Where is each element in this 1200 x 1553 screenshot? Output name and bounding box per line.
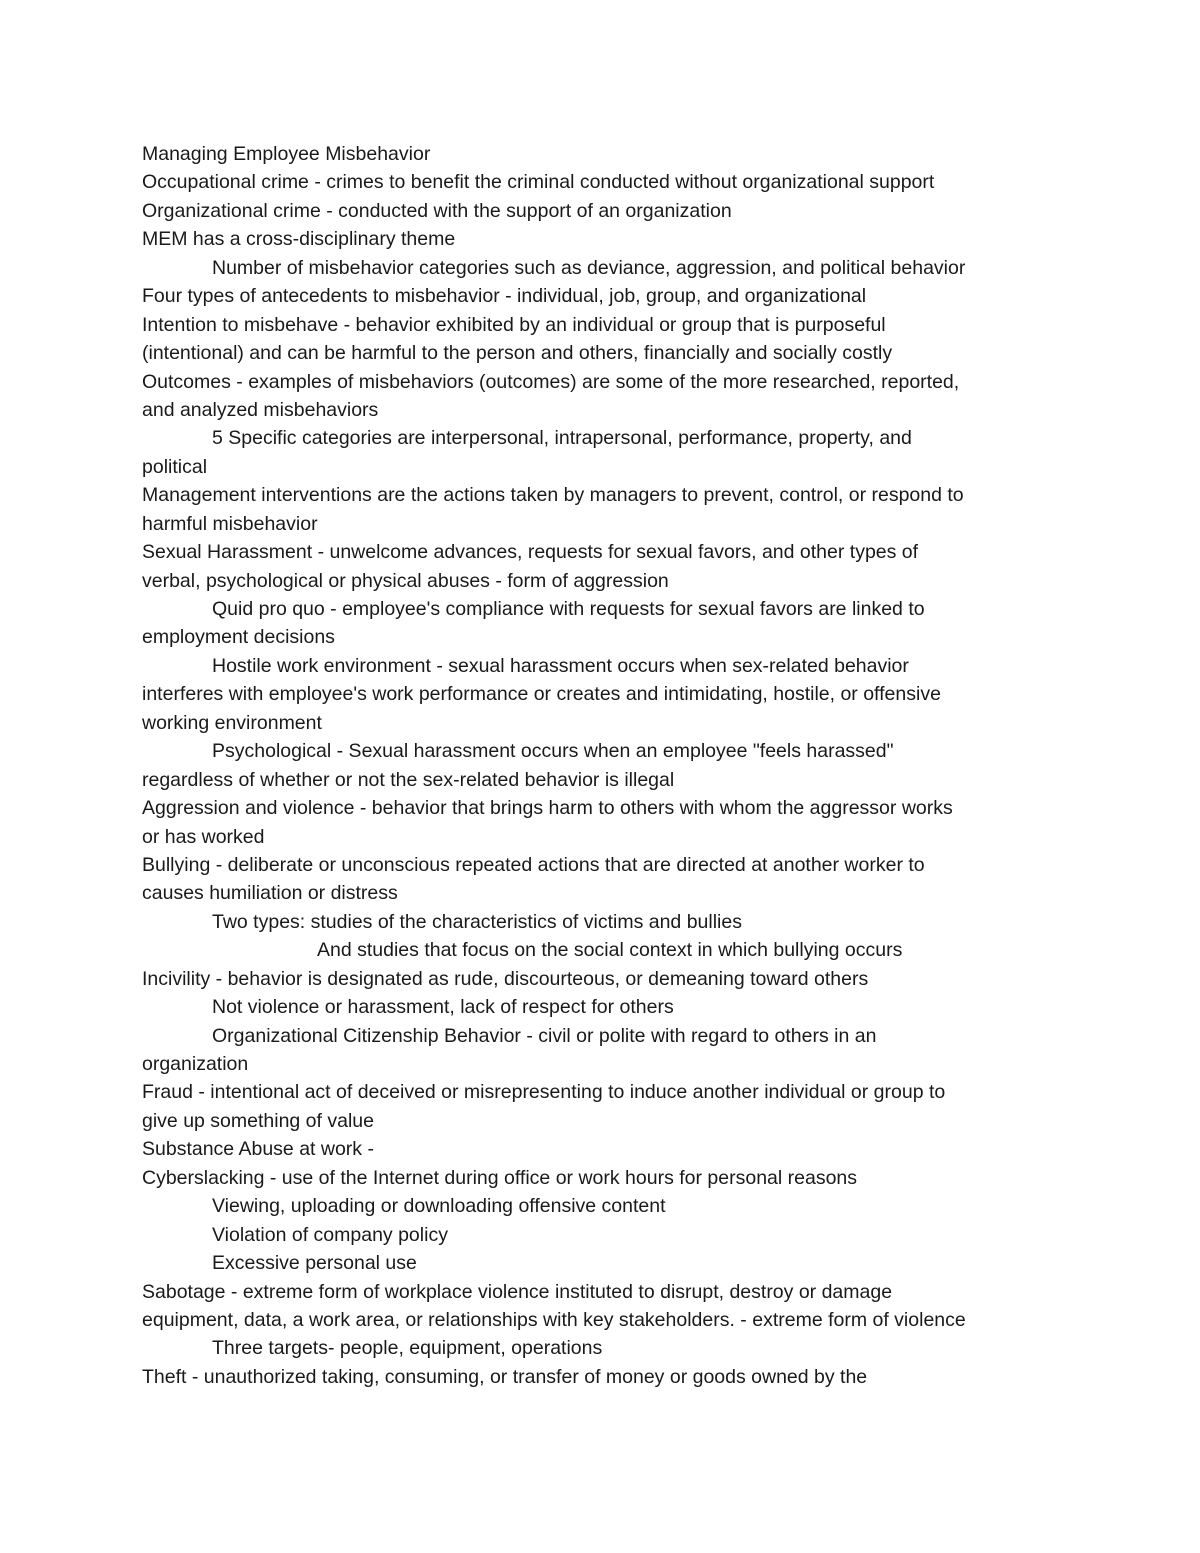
- text-line: political: [142, 455, 208, 478]
- text-line-indented: Excessive personal use: [212, 1252, 417, 1275]
- text-line: causes humiliation or distress: [142, 882, 398, 905]
- text-line-indented: Violation of company policy: [212, 1223, 448, 1246]
- text-line: Organizational crime - conducted with the support of an organization: [142, 199, 732, 222]
- text-line: Outcomes - examples of misbehaviors (outcomes) are some of the more researched, reported,: [142, 370, 960, 393]
- text-line: Incivility - behavior is designated as rude, discourteous, or demeaning toward others: [142, 967, 869, 990]
- text-line: give up something of value: [142, 1109, 374, 1132]
- text-line: MEM has a cross-disciplinary theme: [142, 228, 456, 251]
- text-line: Occupational crime - crimes to benefit the criminal conducted without organizational support: [142, 171, 935, 194]
- text-line-indented: Three targets- people, equipment, operations: [212, 1337, 603, 1360]
- text-line-indented: Viewing, uploading or downloading offensive content: [212, 1195, 666, 1218]
- text-line: Fraud - intentional act of deceived or misrepresenting to induce another individual or group to: [142, 1081, 946, 1104]
- text-line-indented: Quid pro quo - employee's compliance with requests for sexual favors are linked to: [212, 598, 925, 620]
- text-line-indented: Two types: studies of the characteristics of victims and bullies: [212, 910, 742, 933]
- document-title: Managing Employee Misbehavior: [142, 143, 431, 165]
- text-line: interferes with employee's work performance or creates and intimidating, hostile, or offensive: [142, 683, 941, 706]
- text-line: Cyberslacking - use of the Internet during office or work hours for personal reasons: [142, 1166, 858, 1189]
- document-body: [142, 140, 1062, 1391]
- text-line: regardless of whether or not the sex-related behavior is illegal: [142, 768, 675, 791]
- text-line-indented: 5 Specific categories are interpersonal, intrapersonal, performance, property, and: [212, 427, 912, 450]
- text-line: (intentional) and can be harmful to the person and others, financially and socially costly: [142, 342, 893, 365]
- text-line-indented: Psychological - Sexual harassment occurs when an employee "feels harassed": [212, 740, 894, 763]
- text-line: or has worked: [142, 825, 265, 848]
- text-line: Management interventions are the actions taken by managers to prevent, control, or respond to: [142, 484, 964, 507]
- text-line: Substance Abuse at work -: [142, 1138, 374, 1161]
- text-line-indented: Not violence or harassment, lack of respect for others: [212, 996, 674, 1019]
- text-line: Sabotage - extreme form of workplace violence instituted to disrupt, destroy or damage: [142, 1280, 893, 1303]
- text-line: Intention to misbehave - behavior exhibited by an individual or group that is purposeful: [142, 313, 886, 336]
- text-line: harmful misbehavior: [142, 512, 318, 535]
- text-line: equipment, data, a work area, or relationships with key stakeholders. - extreme form of violence: [142, 1308, 966, 1331]
- text-line: verbal, psychological or physical abuses - form of aggression: [142, 569, 669, 592]
- text-line: organization: [142, 1053, 249, 1075]
- text-line: Bullying - deliberate or unconscious repeated actions that are directed at another worker to: [142, 853, 925, 876]
- text-line: working environment: [142, 711, 322, 734]
- text-line: Theft - unauthorized taking, consuming, or transfer of money or goods owned by the: [142, 1365, 868, 1388]
- text-line: employment decisions: [142, 626, 335, 649]
- text-line: and analyzed misbehaviors: [142, 398, 379, 421]
- text-line-double-indented: And studies that focus on the social context in which bullying occurs: [317, 939, 903, 962]
- text-line: Sexual Harassment - unwelcome advances, requests for sexual favors, and other types of: [142, 541, 919, 564]
- text-line-indented: Organizational Citizenship Behavior - civil or polite with regard to others in an: [212, 1024, 877, 1047]
- text-line: Four types of antecedents to misbehavior - individual, job, group, and organizational: [142, 285, 867, 308]
- text-line-indented: Hostile work environment - sexual harassment occurs when sex-related behavior: [212, 654, 909, 677]
- text-line-indented: Number of misbehavior categories such as deviance, aggression, and political behavior: [212, 256, 966, 279]
- text-line: Aggression and violence - behavior that brings harm to others with whom the aggressor works: [142, 797, 953, 820]
